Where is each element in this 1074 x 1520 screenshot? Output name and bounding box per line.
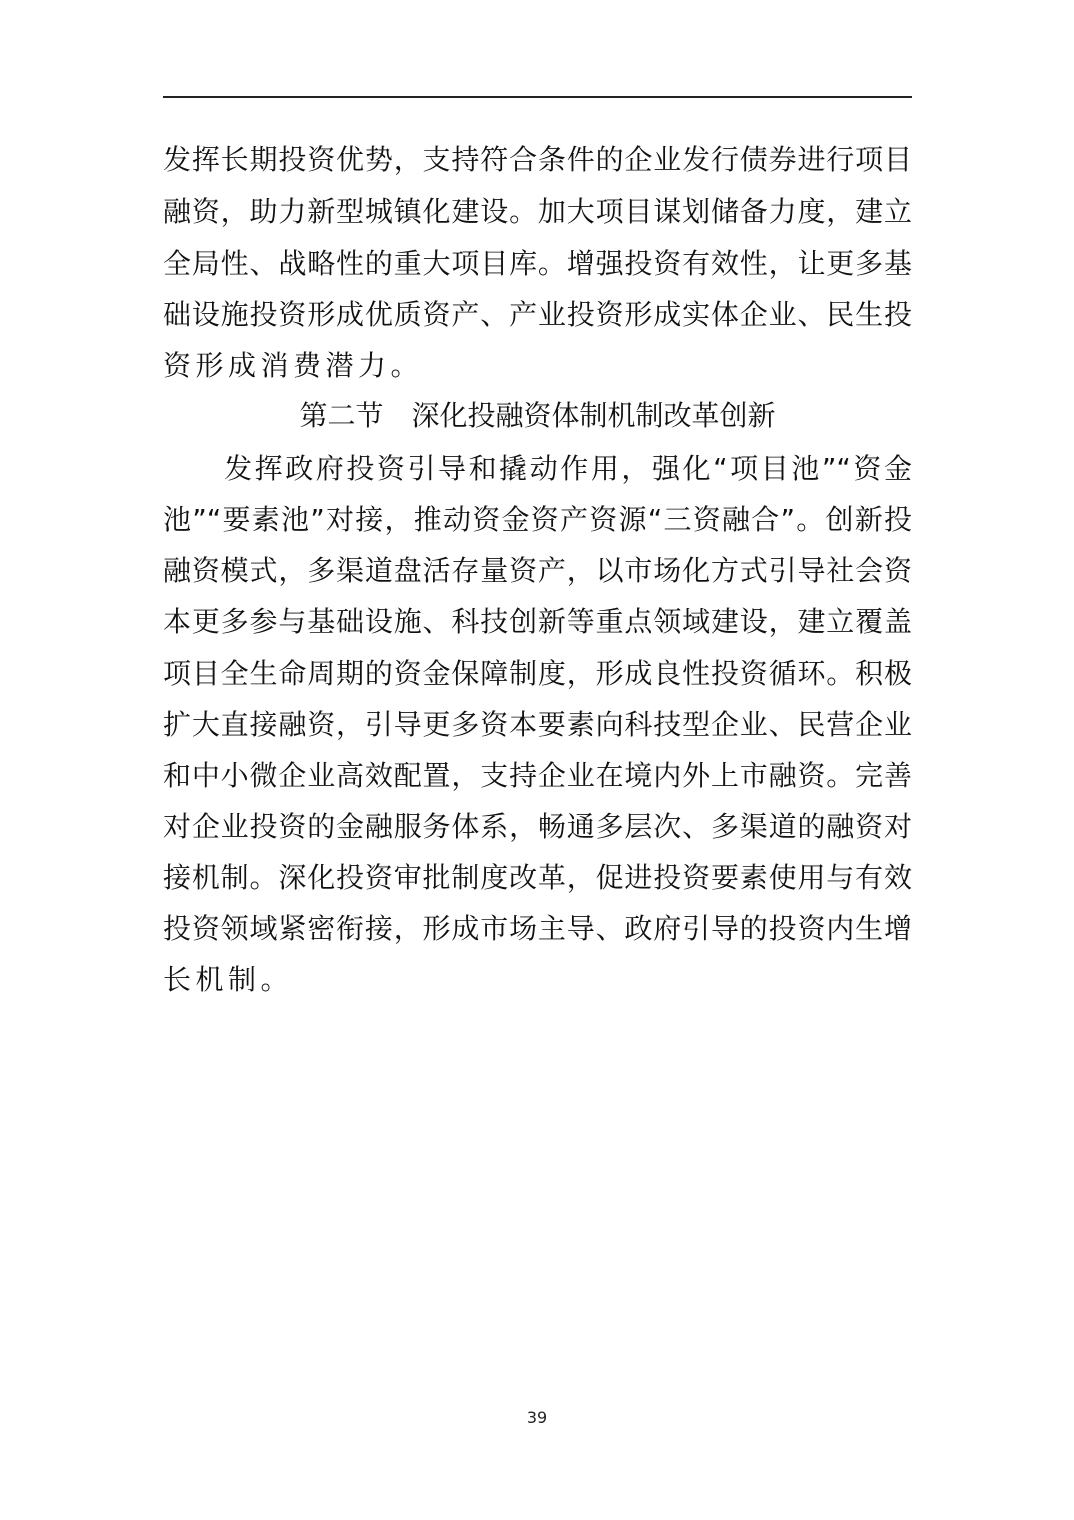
text-line: 础设施投资形成优质资产、产业投资形成实体企业、民生投 (163, 298, 912, 331)
header-rule (163, 96, 912, 98)
text-line: 融资模式，多渠道盘活存量资产，以市场化方式引导社会资 (163, 554, 912, 587)
text-line: 接机制。深化投资审批制度改革，促进投资要素使用与有效 (163, 861, 912, 894)
text-line: 项目全生命周期的资金保障制度，形成良性投资循环。积极 (163, 657, 912, 690)
text-line: 投资领域紧密衔接，形成市场主导、政府引导的投资内生增 (163, 912, 912, 945)
text-line: 和中小微企业高效配置，支持企业在境内外上市融资。完善 (163, 759, 912, 792)
text-line: 发挥政府投资引导和撬动作用，强化“项目池”“资金 (163, 452, 912, 485)
text-line: 长机制。 (163, 963, 294, 996)
text-line: 池”“要素池”对接，推动资金资产资源“三资融合”。创新投 (163, 503, 912, 536)
text-line: 对企业投资的金融服务体系，畅通多层次、多渠道的融资对 (163, 810, 912, 843)
text-line: 融资，助力新型城镇化建设。加大项目谋划储备力度，建立 (163, 195, 912, 228)
text-line: 发挥长期投资优势，支持符合条件的企业发行债券进行项目 (163, 143, 912, 176)
text-line: 全局性、战略性的重大项目库。增强投资有效性，让更多基 (163, 247, 912, 280)
text-line: 本更多参与基础设施、科技创新等重点领域建设，建立覆盖 (163, 605, 912, 638)
text-line: 资形成消费潜力。 (163, 349, 424, 382)
page-number: 39 (526, 1408, 548, 1427)
section-heading: 第二节 深化投融资体制机制改革创新 (299, 399, 776, 432)
text-line: 扩大直接融资，引导更多资本要素向科技型企业、民营企业 (163, 708, 912, 741)
